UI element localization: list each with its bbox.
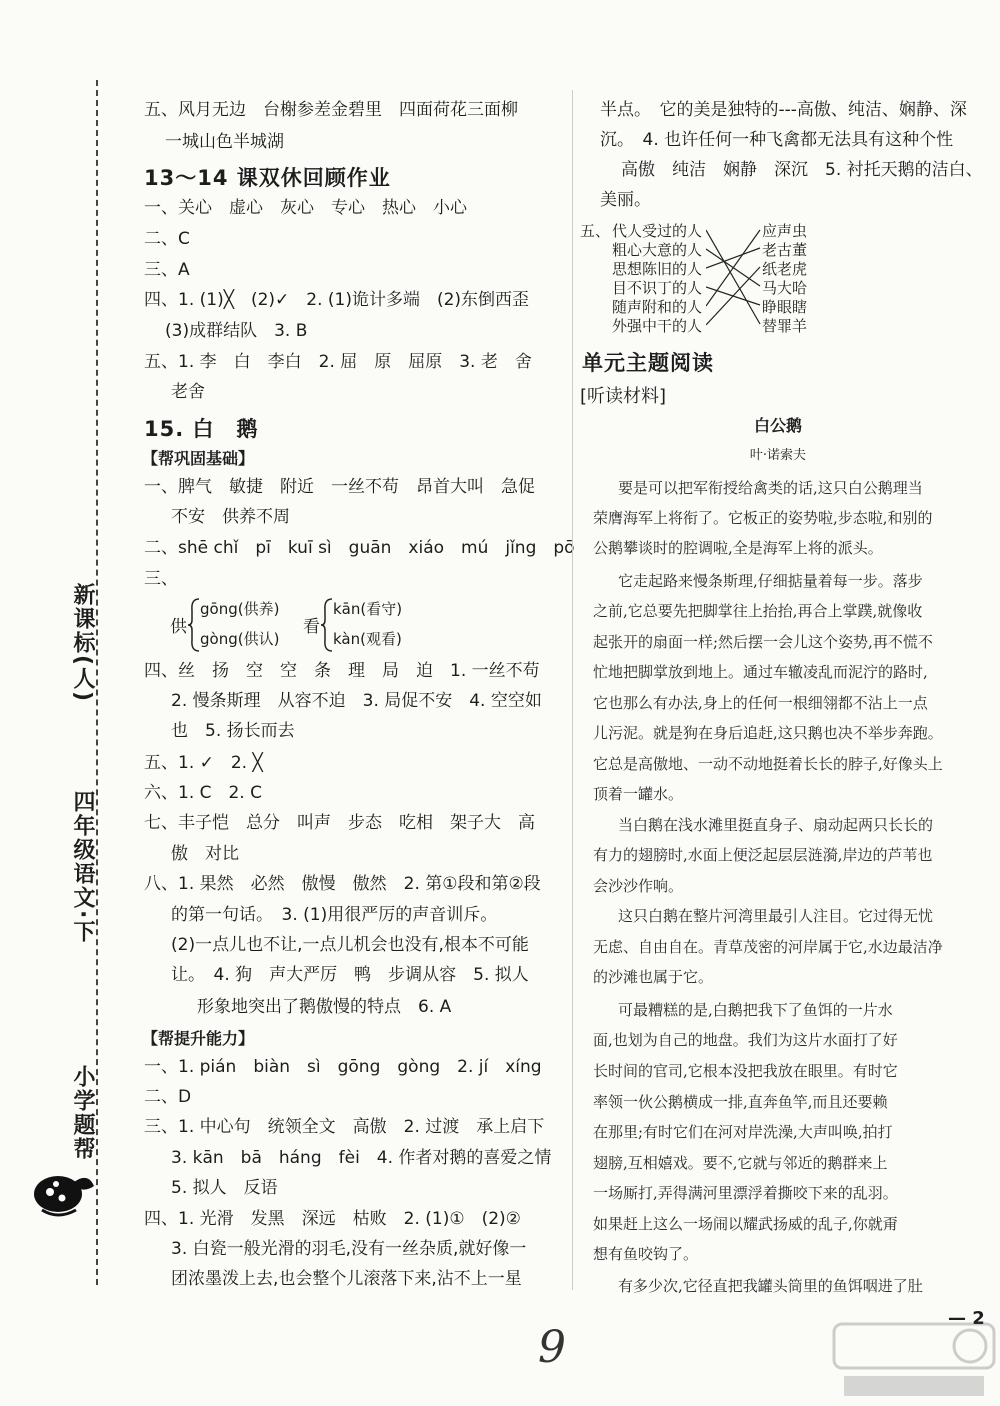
text-line: 一、关心 虚心 灰心 专心 热心 小心 [144, 198, 467, 218]
text-line: 一、脾气 敏捷 附近 一丝不苟 昂首大叫 急促 [144, 477, 535, 497]
story-line: 的沙滩也属于它。 [593, 968, 714, 986]
text-line: 二、C [144, 229, 190, 249]
text-line: 三、1. 中心句 统领全文 高傲 2. 过渡 承上启下 [144, 1117, 545, 1137]
text-line: 美丽。 [600, 190, 651, 210]
story-line: 这只白鹅在整片河湾里最引人注目。它过得无忧 [618, 907, 934, 925]
reading-bottom: kàn(观看) [333, 630, 402, 648]
story-line: 它也那么有办法,身上的任何一根细翎都不沾上一点 [593, 694, 928, 712]
brand-name: 小学题帮 [70, 1065, 95, 1161]
subsection-tag: 【帮提升能力】 [142, 1029, 255, 1048]
subsection-tag: 【帮巩固基础】 [142, 449, 255, 468]
story-line: 在那里;有时它们在河对岸洗澡,大声叫唤,拍打 [593, 1123, 893, 1141]
story-line: 有力的翅膀时,水面上便泛起层层涟漪,岸边的芦苇也 [593, 846, 933, 864]
text-line: (3)成群结队 3. B [165, 321, 308, 341]
text-line: 傲 对比 [171, 844, 239, 864]
story-line: 一场厮打,弄得满河里漂浮着撕咬下来的乱羽。 [593, 1184, 898, 1202]
match-right-item: 老古董 [762, 241, 808, 259]
match-right-item: 纸老虎 [762, 260, 808, 278]
story-line: 起张开的扇面一样;然后摆一会儿这个姿势,再不慌不 [593, 633, 933, 651]
section-title: 13～14 课双休回顾作业 [144, 166, 391, 190]
text-line: 的第一句话。 3. (1)用很严厉的声音训斥。 [171, 905, 498, 925]
text-line: 三、 [144, 569, 178, 589]
story-line: 面,也划为自己的地盘。我们为这片水面打了好 [593, 1031, 898, 1049]
story-line: 公鹅攀谈时的腔调啦,全是海军上将的派头。 [593, 539, 883, 557]
text-line: 二、shē chǐ pī kuī sì guān xiáo mú jǐng pō [144, 538, 575, 558]
text-line: 八、1. 果然 必然 傲慢 傲然 2. 第①段和第②段 [144, 874, 541, 894]
match-right-item: 替罪羊 [762, 317, 808, 335]
text-line: 沉。 4. 也许任何一种飞禽都无法具有这种个性 [600, 130, 954, 150]
text-line: 形象地突出了鹅傲慢的特点 6. A [197, 997, 452, 1017]
story-line: 想有鱼咬钩了。 [593, 1245, 699, 1263]
text-line: 二、D [144, 1087, 192, 1107]
text-line: 不安 供养不周 [171, 507, 290, 527]
lesson-title: 15. 白 鹅 [144, 417, 259, 441]
match-left-item: 思想陈旧的人 [612, 260, 703, 278]
text-line: 团浓墨泼上去,也会整个儿滚落下来,沾不上一星 [171, 1269, 522, 1289]
story-line: 荣膺海军上将衔了。它板正的姿势啦,步态啦,和别的 [593, 509, 933, 527]
material-tag: [听读材料] [580, 386, 667, 407]
text-line: 四、丝 扬 空 空 条 理 局 迫 1. 一丝不苟 [144, 661, 540, 681]
text-line: 七、丰子恺 总分 叫声 步态 吃相 架子大 高 [144, 813, 535, 833]
story-line: 当白鹅在浅水滩里挺直身子、扇动起两只长长的 [618, 816, 934, 834]
text-line: 半点。 它的美是独特的---高傲、纯洁、娴静、深 [600, 100, 967, 120]
char-gong: 供 [170, 617, 187, 637]
match-right-item: 应声虫 [762, 222, 808, 240]
text-line: 五、1. 李 白 李白 2. 屈 原 屈原 3. 老 舍 [144, 352, 532, 372]
brace-icon [321, 598, 333, 652]
unit-title: 单元主题阅读 [582, 351, 714, 375]
edition-label: 新课标(人) [70, 583, 95, 704]
story-line: 它总是高傲地、一动不动地挺着长长的脖子,好像头上 [593, 755, 943, 773]
text-line: 让。 4. 狗 声大严厉 鸭 步调从容 5. 拟人 [171, 965, 529, 985]
handwritten-page-number: 9 [538, 1322, 566, 1373]
match-left-item: 代人受过的人 [612, 222, 703, 240]
match-left-item: 外强中干的人 [612, 317, 703, 335]
text-line: 三、A [144, 260, 190, 280]
page-number: — 2 [948, 1308, 985, 1329]
match-right-item: 马大哈 [762, 279, 808, 297]
text-line: 五、1. ✓ 2. ╳ [144, 753, 263, 773]
text-line: 3. kān bā háng fèi 4. 作者对鹅的喜爱之情 [171, 1148, 552, 1168]
story-line: 如果赶上这么一场闹以耀武扬威的乱子,你就甭 [593, 1215, 898, 1233]
match-left-item: 粗心大意的人 [612, 241, 703, 259]
text-line: 一、1. pián biàn sì gōng gòng 2. jí xíng [144, 1057, 542, 1077]
story-line: 会沙沙作响。 [593, 877, 684, 895]
text-line: 2. 慢条斯理 从容不迫 3. 局促不安 4. 空空如 [171, 691, 542, 711]
text-line: 五、风月无边 台榭参差金碧里 四面荷花三面柳 [144, 100, 518, 120]
text-line: 四、1. 光滑 发黑 深远 枯败 2. (1)① (2)② [144, 1209, 521, 1229]
story-line: 长时间的官司,它根本没把我放在眼里。有时它 [593, 1062, 898, 1080]
brace-icon [188, 598, 200, 652]
text-line: (2)一点儿也不让,一点儿机会也没有,根本不可能 [171, 935, 529, 955]
story-line: 之前,它总要先把脚掌往上抬抬,再合上掌蹼,就像收 [593, 602, 923, 620]
story-line: 忙地把脚掌放到地上。通过车辙凌乱而泥泞的路时, [593, 663, 928, 681]
reading-top: kān(看守) [333, 600, 403, 618]
grade-label: 四年级语文·下 [70, 790, 95, 945]
story-line: 它走起路来慢条斯理,仔细掂量着每一步。落步 [618, 572, 923, 590]
text-line: 3. 白瓷一般光滑的羽毛,没有一丝杂质,就好像一 [171, 1239, 527, 1259]
char-kan: 看 [303, 617, 320, 637]
story-line: 有多少次,它径直把我罐头筒里的鱼饵咽进了肚 [618, 1277, 923, 1295]
story-line: 率领一伙公鹅横成一排,直奔鱼竿,而且还要赖 [593, 1093, 888, 1111]
story-title: 白公鹅 [753, 416, 802, 435]
text-line: 5. 拟人 反语 [171, 1178, 278, 1198]
match-prefix: 五、 [580, 222, 611, 240]
text-line: 也 5. 扬长而去 [171, 721, 295, 741]
story-line: 要是可以把军衔授给禽类的话,这只白公鹅理当 [618, 479, 923, 497]
story-line: 可最糟糕的是,白鹅把我下了鱼饵的一片水 [618, 1001, 893, 1019]
reading-top: gōng(供养) [200, 600, 280, 618]
matching-exercise [580, 220, 830, 338]
polyphone-group [170, 596, 420, 654]
match-left-item: 随声附和的人 [612, 298, 703, 316]
text-line: 六、1. C 2. C [144, 783, 262, 803]
text-line: 四、1. (1)╳ (2)✓ 2. (1)诡计多端 (2)东倒西歪 [144, 290, 530, 310]
text-line: 一城山色半城湖 [165, 132, 284, 152]
column-divider [572, 90, 573, 1290]
text-line: 老舍 [171, 382, 205, 402]
watermark-logo [830, 1318, 998, 1402]
match-left-item: 目不识丁的人 [612, 279, 703, 297]
story-line: 无虑、自由自在。青草茂密的河岸属于它,水边最洁净 [593, 938, 943, 956]
brand-logo-icon [22, 1148, 102, 1228]
reading-bottom: gòng(供认) [200, 630, 280, 648]
story-author: 叶·诺索夫 [749, 448, 807, 463]
story-line: 翅膀,互相嬉戏。要不,它就与邻近的鹅群来上 [593, 1154, 888, 1172]
story-line: 儿污泥。就是狗在身后追赶,这只鹅也决不举步奔跑。 [593, 724, 943, 742]
matching-lines [706, 220, 762, 338]
text-line: 高傲 纯洁 娴静 深沉 5. 衬托天鹅的洁白、 [621, 160, 983, 180]
match-right-item: 睁眼瞎 [762, 298, 808, 316]
story-line: 顶着一罐水。 [593, 785, 684, 803]
